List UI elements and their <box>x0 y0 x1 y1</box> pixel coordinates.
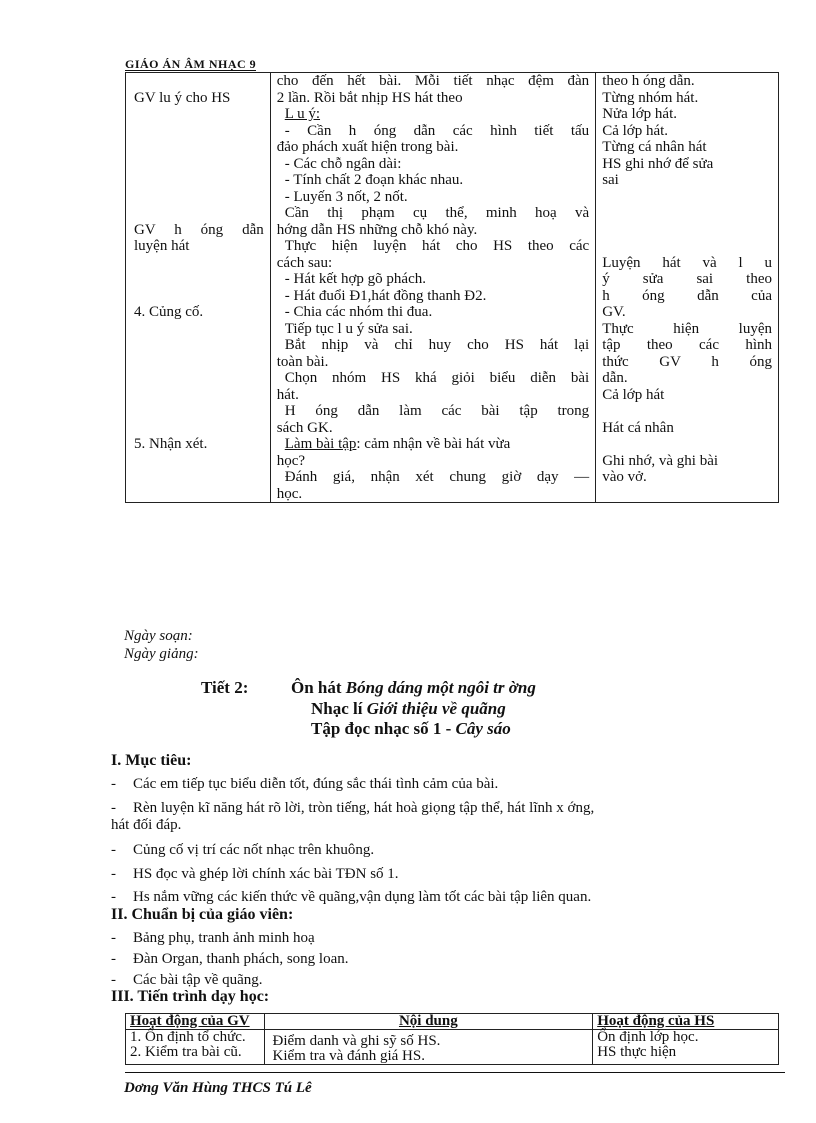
c3-l3: Nửa lớp hát. <box>602 106 677 122</box>
c2-l6: - Các chỗ ngân dài: <box>284 155 402 172</box>
process-content-cell: Điểm danh và ghi sỹ số HS. Kiểm tra và đánh giá HS. <box>264 1030 593 1065</box>
c2-l23 <box>277 436 589 453</box>
c3-l15: dẫn. <box>602 370 628 386</box>
footer-author: Dơng Văn Hùng THCS Tú Lê <box>124 1080 312 1096</box>
process-table <box>125 1013 779 1065</box>
footer-rule <box>125 1072 785 1073</box>
objective-item-5: - Hs nắm vững các kiến thức về quãng,vận dụng làm tốt các bài tập liên quan. <box>111 889 592 905</box>
process-teacher-cell: 1. Ổn định tổ chức. 2. Kiểm tra bài cũ. <box>126 1030 265 1065</box>
c2-l24: học? <box>276 452 306 469</box>
c2-l4: - Cần h óng dẫn các hình tiết tấu <box>284 122 590 139</box>
c2-l22: sách GK. <box>276 419 333 436</box>
exercise-text: : cảm nhận về bài hát vừa <box>356 436 511 452</box>
c3-l18: Ghi nhớ, và ghi bài <box>602 452 719 469</box>
lesson-line-1-a: Ôn hát <box>291 678 342 697</box>
c3-l14: thức GV h óng <box>602 353 772 370</box>
c3-l5: Từng cá nhân hát <box>602 139 707 155</box>
lesson-line-2 <box>311 699 506 719</box>
c2-l20: hát. <box>276 386 299 403</box>
c3-l8: Luyện hát và l u <box>602 254 772 271</box>
c2-l26: học. <box>276 485 303 502</box>
c2-l21: H óng dẫn làm các bài tập trong <box>284 403 590 419</box>
c2-l17: Bắt nhịp và chỉ huy cho HS hát lại <box>284 337 590 353</box>
section-objectives-title: I. Mục tiêu: <box>111 752 192 769</box>
header-title: GIÁO ÁN ÂM NHẠC 9 <box>125 57 257 71</box>
exercise-label: Làm bài tập <box>284 436 357 452</box>
c3-l6: HS ghi nhớ để sửa <box>602 155 714 172</box>
objective-item-2: - Rèn luyện kĩ năng hát rõ lời, tròn tiếng, hát hoà giọng tập thể, hát lĩnh x ớng, <box>111 800 595 816</box>
c2-l5: đảo phách xuất hiện trong bài. <box>276 139 459 155</box>
lesson-label: Tiết 2: <box>201 678 249 697</box>
prep-item-1: - Bảng phụ, tranh ảnh minh hoạ <box>111 930 315 946</box>
c2-l7: - Tính chất 2 đoạn khác nhau. <box>284 172 464 188</box>
c3-l10: h óng dẫn của <box>602 287 772 304</box>
reading-piece: Cây sáo <box>455 719 511 738</box>
c1-r2a: GV h óng dẫn <box>134 221 264 238</box>
c2-l18: toàn bài. <box>276 353 329 370</box>
section-process-title: III. Tiến trình dạy học: <box>111 988 270 1005</box>
lesson-line-3 <box>311 719 511 739</box>
c2-l13: - Hát kết hợp gõ phách. <box>284 271 426 287</box>
c3-l9: ý sửa sai theo <box>602 271 772 287</box>
lesson-line-3-a: Tập đọc nhạc số 1 - <box>311 719 452 738</box>
objective-item-4: - HS đọc và ghép lời chính xác bài TĐN số 1. <box>111 866 399 882</box>
theory-topic: Giới thiệu về quãng <box>366 699 506 718</box>
c3-l7: sai <box>602 172 619 188</box>
date-taught: Ngày giảng: <box>124 646 199 662</box>
c1-r1: GV lu ý cho HS <box>134 89 231 106</box>
c2-l16: Tiếp tục l u ý sửa sai. <box>284 320 413 337</box>
lesson-line-1 <box>291 678 536 698</box>
prep-item-2: - Đàn Organ, thanh phách, song loan. <box>111 951 349 967</box>
col-header-content: Nội dung <box>264 1014 593 1030</box>
c2-l25: Đánh giá, nhận xét chung giờ dạy — <box>284 469 590 485</box>
date-prepared: Ngày soạn: <box>124 628 193 644</box>
c3-l2: Từng nhóm hát. <box>602 89 699 106</box>
c2-l10: hớng dẫn HS những chỗ khó này. <box>276 221 478 238</box>
c1-r3: 4. Củng cố. <box>134 304 204 320</box>
c2-l11: Thực hiện luyện hát cho HS theo các <box>284 238 590 254</box>
c3-l11: GV. <box>602 304 626 320</box>
c3-l19: vào vở. <box>602 469 647 485</box>
teacher-activity-cell <box>126 73 271 503</box>
c3-l13: tập theo các hình <box>602 337 772 353</box>
process-student-cell: Ổn định lớp học. HS thực hiện <box>593 1030 779 1065</box>
c3-l4: Cả lớp hát. <box>602 122 669 139</box>
prep-item-3: - Các bài tập về quãng. <box>111 972 263 988</box>
c2-l2: 2 lần. Rồi bắt nhịp HS hát theo <box>276 89 463 106</box>
col-header-student: Hoạt động của HS <box>593 1014 779 1030</box>
c2-l8: - Luyến 3 nốt, 2 nốt. <box>284 188 408 205</box>
lesson-activity-table <box>125 72 779 503</box>
c2-l14: - Hát đuổi Đ1,hát đồng thanh Đ2. <box>284 287 487 304</box>
student-activity-cell <box>596 73 779 503</box>
c2-l12: cách sau: <box>276 254 333 271</box>
c1-r2b: luyện hát <box>134 238 190 254</box>
objective-item-3: - Củng cố vị trí các nốt nhạc trên khuông. <box>111 842 375 858</box>
c3-l16: Cả lớp hát <box>602 386 665 403</box>
section-preparation-title: II. Chuẩn bị của giáo viên: <box>111 906 294 923</box>
objective-item-2-cont: hát đối đáp. <box>111 817 182 833</box>
col-header-teacher: Hoạt động của GV <box>126 1014 265 1030</box>
c1-r4: 5. Nhận xét. <box>134 436 208 452</box>
c2-l9: Cần thị phạm cụ thể, minh hoạ và <box>284 205 590 221</box>
c2-l15: - Chia các nhóm thi đua. <box>284 304 433 320</box>
c2-l1: cho đến hết bài. Mỗi tiết nhạc đệm đàn <box>276 73 590 89</box>
objective-item-1: - Các em tiếp tục biểu diễn tốt, đúng sắc thái tình cảm của bài. <box>111 776 499 792</box>
lesson-line-2-a: Nhạc lí <box>311 699 363 718</box>
c3-l1: theo h óng dẫn. <box>602 73 695 89</box>
c2-l3: L u ý: <box>284 106 321 122</box>
c3-l17: Hát cá nhân <box>602 419 674 436</box>
c2-l19: Chọn nhóm HS khá giỏi biểu diễn bài <box>284 370 590 386</box>
c3-l12: Thực hiện luyện <box>602 320 772 337</box>
content-cell <box>270 73 595 503</box>
song-title: Bóng dáng một ngôi tr ờng <box>345 678 536 697</box>
